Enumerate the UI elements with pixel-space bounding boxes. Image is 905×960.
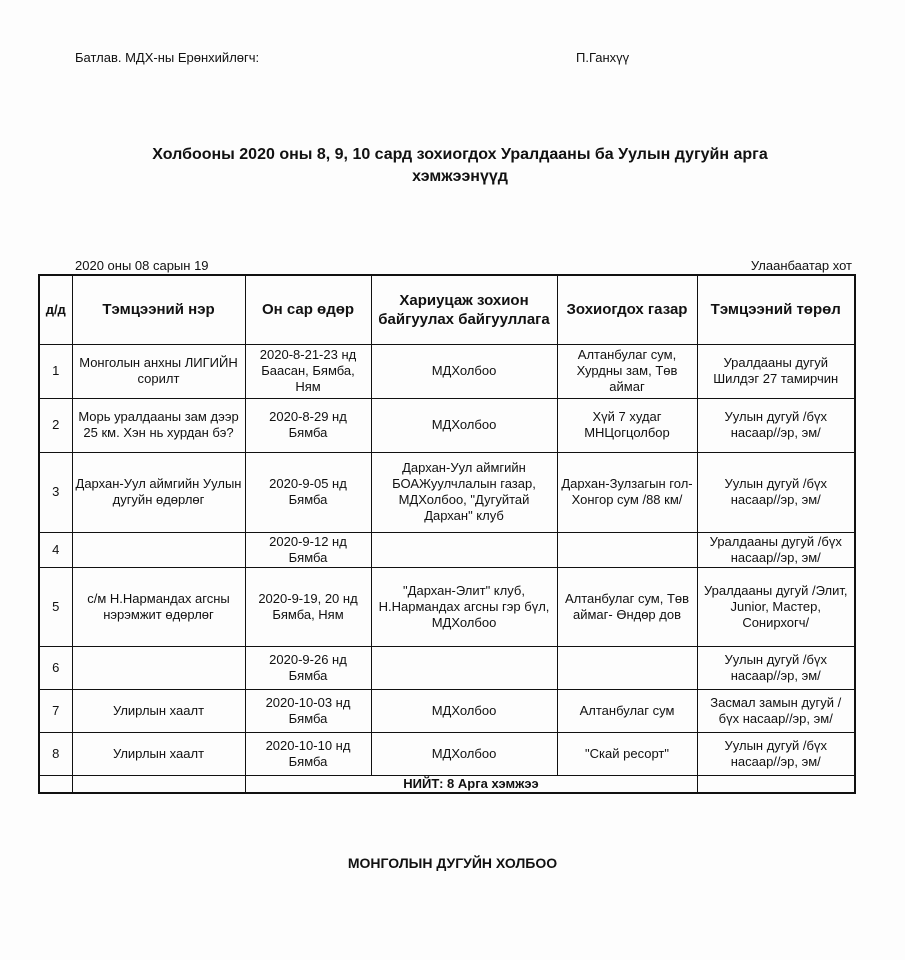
event-type: Засмал замын дугуй /бүх насаар//эр, эм/ [697,689,855,732]
event-type: Уулын дугуй /бүх насаар//эр, эм/ [697,398,855,452]
table-row [39,646,855,689]
event-name: с/м Н.Нармандах агсны нэрэмжит өдөрлөг [72,567,245,646]
table-row [39,689,855,732]
event-date: 2020-9-05 нд Бямба [245,452,371,532]
row-number: 3 [39,452,72,532]
event-type: Уралдааны дугуй /бүх насаар//эр, эм/ [697,532,855,567]
event-name [72,646,245,689]
event-date: 2020-10-03 нд Бямба [245,689,371,732]
event-organizer: МДХолбоо [371,689,557,732]
event-name [72,532,245,567]
row-number: 6 [39,646,72,689]
approver-name: П.Ганхүү [576,50,630,65]
event-name: Улирлын хаалт [72,732,245,775]
event-organizer [371,532,557,567]
total-empty-cell [72,775,245,793]
event-type: Уулын дугуй /бүх насаар//эр, эм/ [697,452,855,532]
event-name: Дархан-Уул аймгийн Уулын дугуйн өдөрлөг [72,452,245,532]
event-location: Хүй 7 худаг МНЦогцолбор [557,398,697,452]
event-location [557,646,697,689]
event-organizer: МДХолбоо [371,398,557,452]
event-organizer: МДХолбоо [371,344,557,398]
table-row [39,532,855,567]
table-row [39,398,855,452]
column-header-type: Тэмцээний төрөл [697,275,855,344]
event-type: Уулын дугуй /бүх насаар//эр, эм/ [697,646,855,689]
event-type: Уралдааны дугуй Шилдэг 27 тамирчин [697,344,855,398]
row-number: 1 [39,344,72,398]
total-count: НИЙТ: 8 Арга хэмжээ [245,775,697,793]
table-total-row [39,775,855,793]
event-location: "Скай ресорт" [557,732,697,775]
total-empty-cell [39,775,72,793]
event-name: Морь уралдааны зам дээр 25 км. Хэн нь хурдан бэ? [72,398,245,452]
event-organizer: "Дархан-Элит" клуб, Н.Нармандах агсны гэр бүл, МДХолбоо [371,567,557,646]
event-date: 2020-8-29 нд Бямба [245,398,371,452]
event-location: Дархан-Зулзагын гол- Хонгор сум /88 км/ [557,452,697,532]
event-date: 2020-9-12 нд Бямба [245,532,371,567]
document-city: Улаанбаатар хот [750,258,852,273]
document-title: Холбооны 2020 оны 8, 9, 10 сард зохиогдох Уралдааны ба Уулын дугуйн арга хэмжээнүүд [152,146,768,185]
events-table [38,274,856,794]
organization-name: МОНГОЛЫН ДУГУЙН ХОЛБОО [347,855,558,871]
approval-label: Батлав. МДХ-ны Ерөнхийлөгч: [75,50,260,65]
table-row [39,452,855,532]
event-name: Монголын анхны ЛИГИЙН сорилт [72,344,245,398]
event-type: Уралдааны дугуй /Элит, Junior, Мастер, Сонирхогч/ [697,567,855,646]
event-organizer [371,646,557,689]
event-location: Алтанбулаг сум, Төв аймаг- Өндөр дов [557,567,697,646]
total-empty-cell [697,775,855,793]
document-date: 2020 оны 08 сарын 19 [75,258,209,273]
event-name: Улирлын хаалт [72,689,245,732]
event-organizer: Дархан-Уул аймгийн БОАЖуулчлалын газар, МДХолбоо, "Дугуйтай Дархан" клуб [371,452,557,532]
event-date: 2020-8-21-23 нд Баасан, Бямба, Ням [245,344,371,398]
row-number: 8 [39,732,72,775]
table-row [39,732,855,775]
event-location [557,532,697,567]
row-number: 7 [39,689,72,732]
row-number: 4 [39,532,72,567]
table-row [39,344,855,398]
row-number: 5 [39,567,72,646]
column-header-organizer: Хариуцаж зохион байгуулах байгууллага [371,275,557,344]
event-type: Уулын дугуй /бүх насаар//эр, эм/ [697,732,855,775]
column-header-name: Тэмцээний нэр [72,275,245,344]
column-header-date: Он сар өдөр [245,275,371,344]
row-number: 2 [39,398,72,452]
table-row [39,567,855,646]
event-date: 2020-9-19, 20 нд Бямба, Ням [245,567,371,646]
event-date: 2020-10-10 нд Бямба [245,732,371,775]
table-header-row [39,275,855,344]
event-location: Алтанбулаг сум [557,689,697,732]
event-date: 2020-9-26 нд Бямба [245,646,371,689]
column-header-location: Зохиогдох газар [557,275,697,344]
event-organizer: МДХолбоо [371,732,557,775]
column-header-number: д/д [39,275,72,344]
event-location: Алтанбулаг сум, Хурдны зам, Төв аймаг [557,344,697,398]
